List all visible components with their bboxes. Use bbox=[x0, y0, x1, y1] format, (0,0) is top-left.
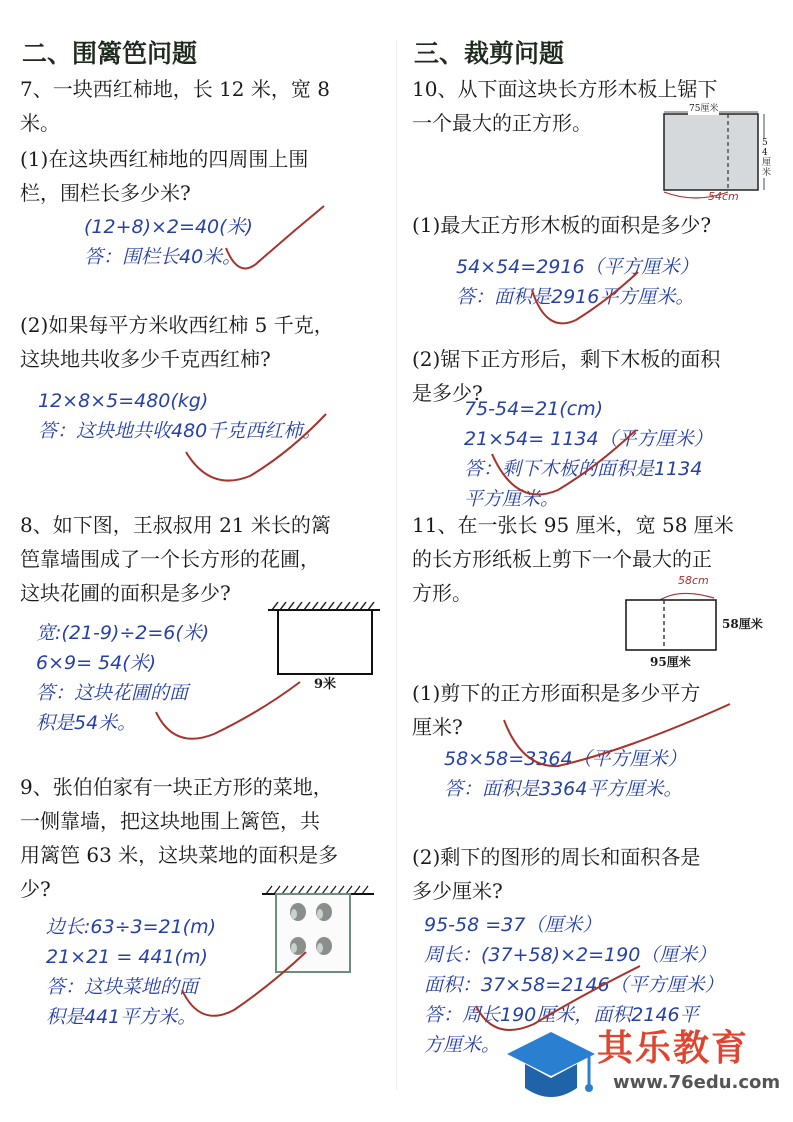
q10-answer1: 54×54=2916（平方厘米） 答：面积是2916平方厘米。 bbox=[456, 256, 699, 308]
check-mark-icon bbox=[220, 200, 330, 280]
q9-answer: 边长:63÷3=21(m) 21×21 = 441(m) 答：这块菜地的面 积是441平方米。 bbox=[46, 916, 217, 1028]
column-divider bbox=[396, 40, 397, 1090]
q10-fig-bottom-label: 54cm bbox=[708, 190, 739, 203]
check-mark-icon bbox=[180, 400, 330, 490]
q11-fig-top-label: 58cm bbox=[678, 574, 709, 587]
q8-stem: 8、如下图，王叔叔用 21 米长的篱 笆靠墙围成了一个长方形的花圃， 这块花圃的面积是多少? bbox=[20, 513, 331, 605]
q10-fig-top-label: 75厘米 bbox=[689, 104, 719, 114]
q11-fig-side-label: 58厘米 bbox=[722, 617, 763, 631]
brand-name: 其乐教育 bbox=[597, 1028, 750, 1069]
check-mark-icon bbox=[176, 944, 316, 1028]
q11-stem: 11、在一张长 95 厘米，宽 58 厘米 的长方形纸板上剪下一个最大的正 方形。 bbox=[412, 513, 734, 605]
q11-fig-bottom-label: 95厘米 bbox=[650, 655, 691, 669]
check-mark-icon bbox=[526, 264, 646, 334]
section-heading-fence: 二、围篱笆问题 bbox=[18, 34, 201, 70]
q10-part2: (2)锯下正方形后，剩下木板的面积 是多少? bbox=[412, 347, 721, 405]
q10-answer2: 75-54=21(cm) 21×54= 1134（平方厘米） 答：剩下木板的面积是1134 平方厘米。 bbox=[464, 398, 713, 510]
q11-part2: (2)剩下的图形的周长和面积各是 多少厘米? bbox=[412, 845, 701, 903]
q11-cardboard-figure bbox=[620, 580, 730, 660]
brand-logo bbox=[501, 1016, 781, 1116]
q7-answer2: 12×8×5=480(kg) 答：这块地共收480千克西红柿。 bbox=[38, 390, 322, 442]
section-heading-cut: 三、裁剪问题 bbox=[410, 34, 568, 70]
brand-url: www.76edu.com bbox=[613, 1072, 781, 1093]
q8-answer: 宽:(21-9)÷2=6(米) 6×9= 54(米) 答：这块花圃的面 积是54米。 bbox=[36, 622, 210, 734]
q11-answer2: 95-58 =37（厘米） 周长：(37+58)×2=190（厘米） 面积：37×58=2146（平方厘米） 答：周长190厘米，面积2146平 方厘米。 bbox=[424, 914, 724, 1056]
q7-part2: (2)如果每平方米收西红柿 5 千克， 这块地共收多少千克西红柿? bbox=[20, 313, 334, 371]
q8-fig-label: 9米 bbox=[314, 677, 337, 692]
q10-fig-side-label: 54厘米 bbox=[762, 138, 772, 178]
check-mark-icon bbox=[150, 678, 310, 748]
q11-answer1: 58×58=3364（平方厘米） 答：面积是3364平方厘米。 bbox=[444, 748, 687, 800]
q11-part1: (1)剪下的正方形面积是多少平方 厘米? bbox=[412, 681, 701, 739]
q7-answer1: (12+8)×2=40(米) 答：围栏长40米。 bbox=[84, 216, 253, 268]
q10-part1: (1)最大正方形木板的面积是多少? bbox=[412, 213, 712, 237]
q7-stem: 7、一块西红柿地，长 12 米，宽 8 米。 bbox=[20, 77, 330, 135]
q7-part1: (1)在这块西红柿地的四周围上围 栏，围栏长多少米? bbox=[20, 147, 309, 205]
check-mark-icon bbox=[498, 698, 738, 782]
q10-stem: 10、从下面这块长方形木板上锯下 一个最大的正方形。 bbox=[412, 77, 718, 135]
check-mark-icon bbox=[486, 420, 646, 510]
q9-stem: 9、张伯伯家有一块正方形的菜地， 一侧靠墙，把这块地围上篱笆，共 用篱笆 63 米，这块菜地的面积是多 少? bbox=[20, 775, 339, 901]
graduation-cap-icon bbox=[501, 1020, 601, 1112]
